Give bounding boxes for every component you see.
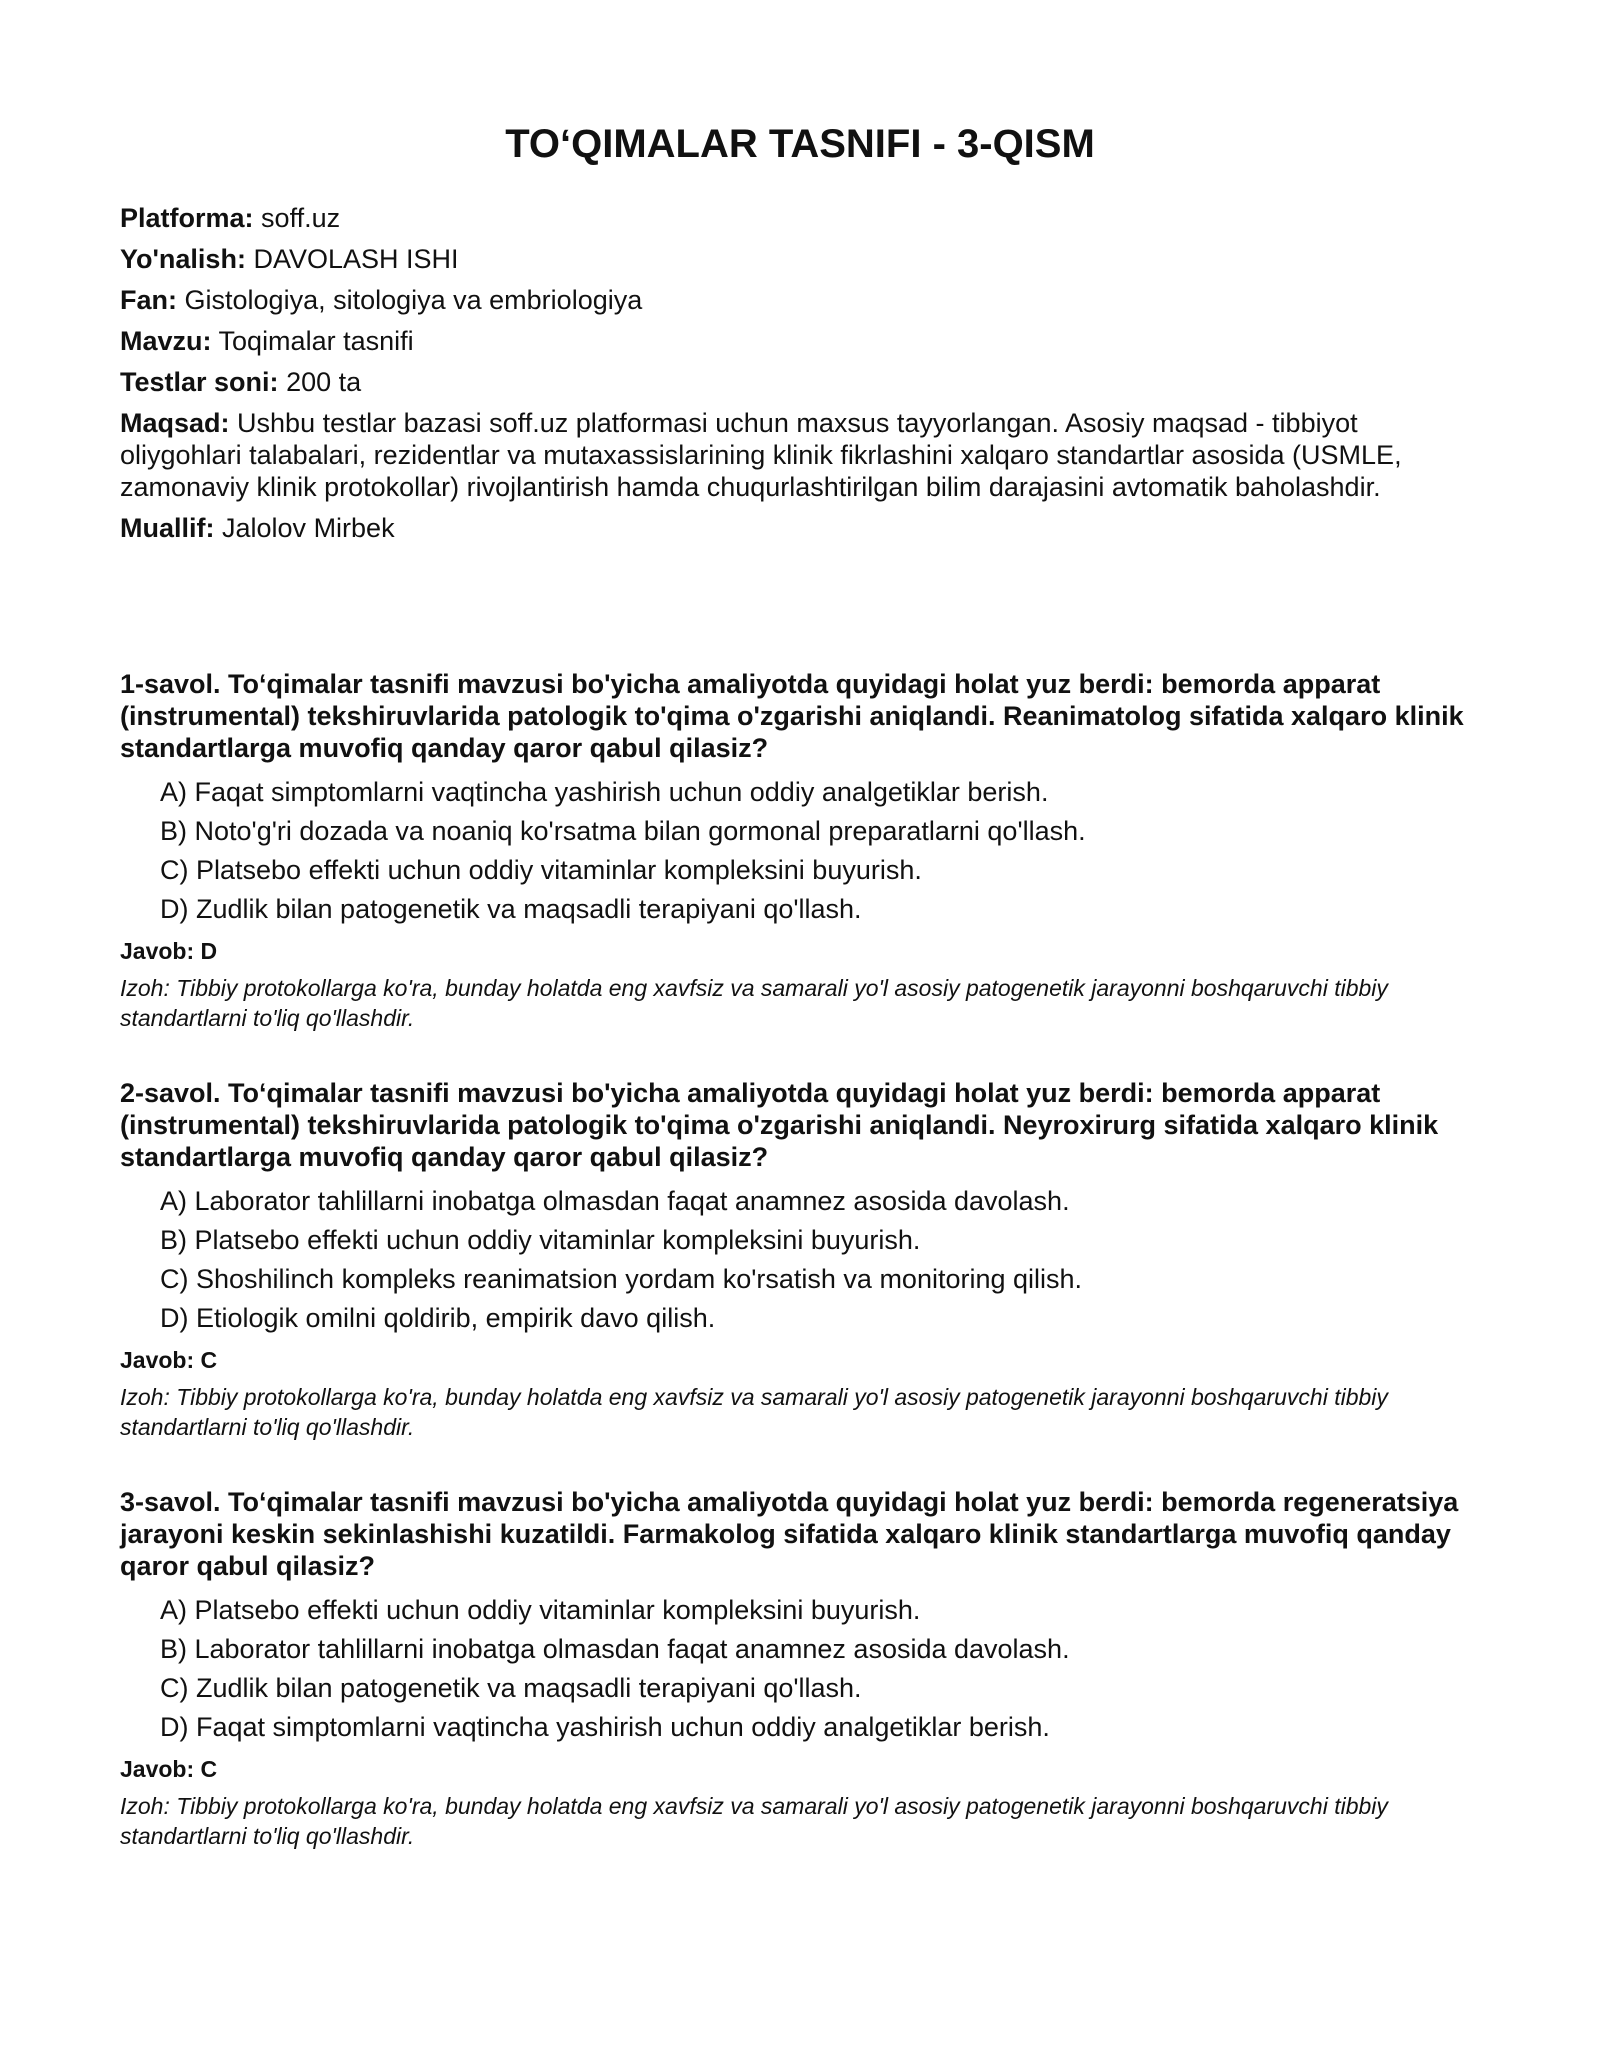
question-text: 3-savol. To‘qimalar tasnifi mavzusi bo'yicha amaliyotda quyidagi holat yuz berdi: bemorda regeneratsiya jarayoni keskin sekinlashishi kuzatildi. Farmakolog sifatida xalqaro klinik standartlarga muvofiq qanday qaror qabul qilasiz? xyxy=(120,1487,1459,1581)
meta-value: Gistologiya, sitologiya va embriologiya xyxy=(184,285,643,315)
meta-label: Fan: xyxy=(120,285,177,315)
meta-value: Ushbu testlar bazasi soff.uz platformasi uchun maxsus tayyorlangan. Asosiy maqsad - tibbiyot oliygohlari talabalari, rezidentlar va mutaxassislarining klinik fikrlashini xalqaro standartlar asosida (USMLE, zamonaviy klinik protokollar) rivojlantirish hamda chuqurlashtirilgan bilim darajasini avtomatik baholashdir. xyxy=(120,408,1402,502)
meta-label: Maqsad: xyxy=(120,408,230,438)
meta-label: Platforma: xyxy=(120,203,254,233)
explanation-note: Izoh: Tibbiy protokollarga ko'ra, bunday holatda eng xavfsiz va samarali yo'l asosiy patogenetik jarayonni boshqaruvchi tibbiy standartlarni to'liq qo'llashdir. xyxy=(120,1384,1388,1440)
correct-answer: Javob: D xyxy=(120,938,218,964)
meta-testlar-soni xyxy=(120,366,1480,398)
meta-fan xyxy=(120,284,1480,316)
question-text: 2-savol. To‘qimalar tasnifi mavzusi bo'yicha amaliyotda quyidagi holat yuz berdi: bemorda apparat (instrumental) tekshiruvlarida patologik to'qima o'zgarishi aniqlandi. Neyroxirurg sifatida xalqaro klinik standartlarga muvofiq qanday qaror qabul qilasiz? xyxy=(120,1078,1439,1172)
meta-yonalish xyxy=(120,243,1480,275)
meta-mavzu xyxy=(120,325,1480,357)
meta-label: Testlar soni: xyxy=(120,367,279,397)
answer-option: C) Platsebo effekti uchun oddiy vitaminlar kompleksini buyurish. xyxy=(160,855,922,885)
answer-option: D) Zudlik bilan patogenetik va maqsadli terapiyani qo'llash. xyxy=(160,894,862,924)
explanation-note: Izoh: Tibbiy protokollarga ko'ra, bunday holatda eng xavfsiz va samarali yo'l asosiy patogenetik jarayonni boshqaruvchi tibbiy standartlarni to'liq qo'llashdir. xyxy=(120,975,1388,1031)
answer-option: D) Etiologik omilni qoldirib, empirik davo qilish. xyxy=(160,1303,716,1333)
meta-value: Jalolov Mirbek xyxy=(222,513,395,543)
correct-answer: Javob: C xyxy=(120,1756,218,1782)
explanation-note: Izoh: Tibbiy protokollarga ko'ra, bunday holatda eng xavfsiz va samarali yo'l asosiy patogenetik jarayonni boshqaruvchi tibbiy standartlarni to'liq qo'llashdir. xyxy=(120,1793,1388,1849)
answer-option: D) Faqat simptomlarni vaqtincha yashirish uchun oddiy analgetiklar berish. xyxy=(160,1712,1050,1742)
meta-label: Yo'nalish: xyxy=(120,244,246,274)
answer-option: C) Shoshilinch kompleks reanimatsion yordam ko'rsatish va monitoring qilish. xyxy=(160,1264,1083,1294)
question-text: 1-savol. To‘qimalar tasnifi mavzusi bo'yicha amaliyotda quyidagi holat yuz berdi: bemorda apparat (instrumental) tekshiruvlarida patologik to'qima o'zgarishi aniqlandi. Reanimatolog sifatida xalqaro klinik standartlarga muvofiq qanday qaror qabul qilasiz? xyxy=(120,669,1464,763)
question-3 xyxy=(120,1486,1480,1851)
answer-option: C) Zudlik bilan patogenetik va maqsadli terapiyani qo'llash. xyxy=(160,1673,862,1703)
metadata-block xyxy=(120,202,1480,553)
meta-muallif xyxy=(120,512,1480,544)
meta-label: Mavzu: xyxy=(120,326,212,356)
page-title: TO‘QIMALAR TASNIFI - 3-QISM xyxy=(505,122,1095,166)
meta-value: soff.uz xyxy=(261,203,341,233)
answer-option: A) Faqat simptomlarni vaqtincha yashirish uchun oddiy analgetiklar berish. xyxy=(160,777,1049,807)
answer-option: A) Laborator tahlillarni inobatga olmasdan faqat anamnez asosida davolash. xyxy=(160,1186,1070,1216)
meta-platforma xyxy=(120,202,1480,234)
answer-option: A) Platsebo effekti uchun oddiy vitaminlar kompleksini buyurish. xyxy=(160,1595,921,1625)
question-1 xyxy=(120,668,1480,1033)
answer-option: B) Platsebo effekti uchun oddiy vitaminlar kompleksini buyurish. xyxy=(160,1225,921,1255)
meta-value: 200 ta xyxy=(286,367,362,397)
meta-value: DAVOLASH ISHI xyxy=(253,244,459,274)
correct-answer: Javob: C xyxy=(120,1347,218,1373)
answer-option: B) Noto'g'ri dozada va noaniq ko'rsatma bilan gormonal preparatlarni qo'llash. xyxy=(160,816,1086,846)
meta-value: Toqimalar tasnifi xyxy=(218,326,414,356)
meta-label: Muallif: xyxy=(120,513,215,543)
question-2 xyxy=(120,1077,1480,1442)
meta-maqsad xyxy=(120,407,1480,503)
answer-option: B) Laborator tahlillarni inobatga olmasdan faqat anamnez asosida davolash. xyxy=(160,1634,1070,1664)
